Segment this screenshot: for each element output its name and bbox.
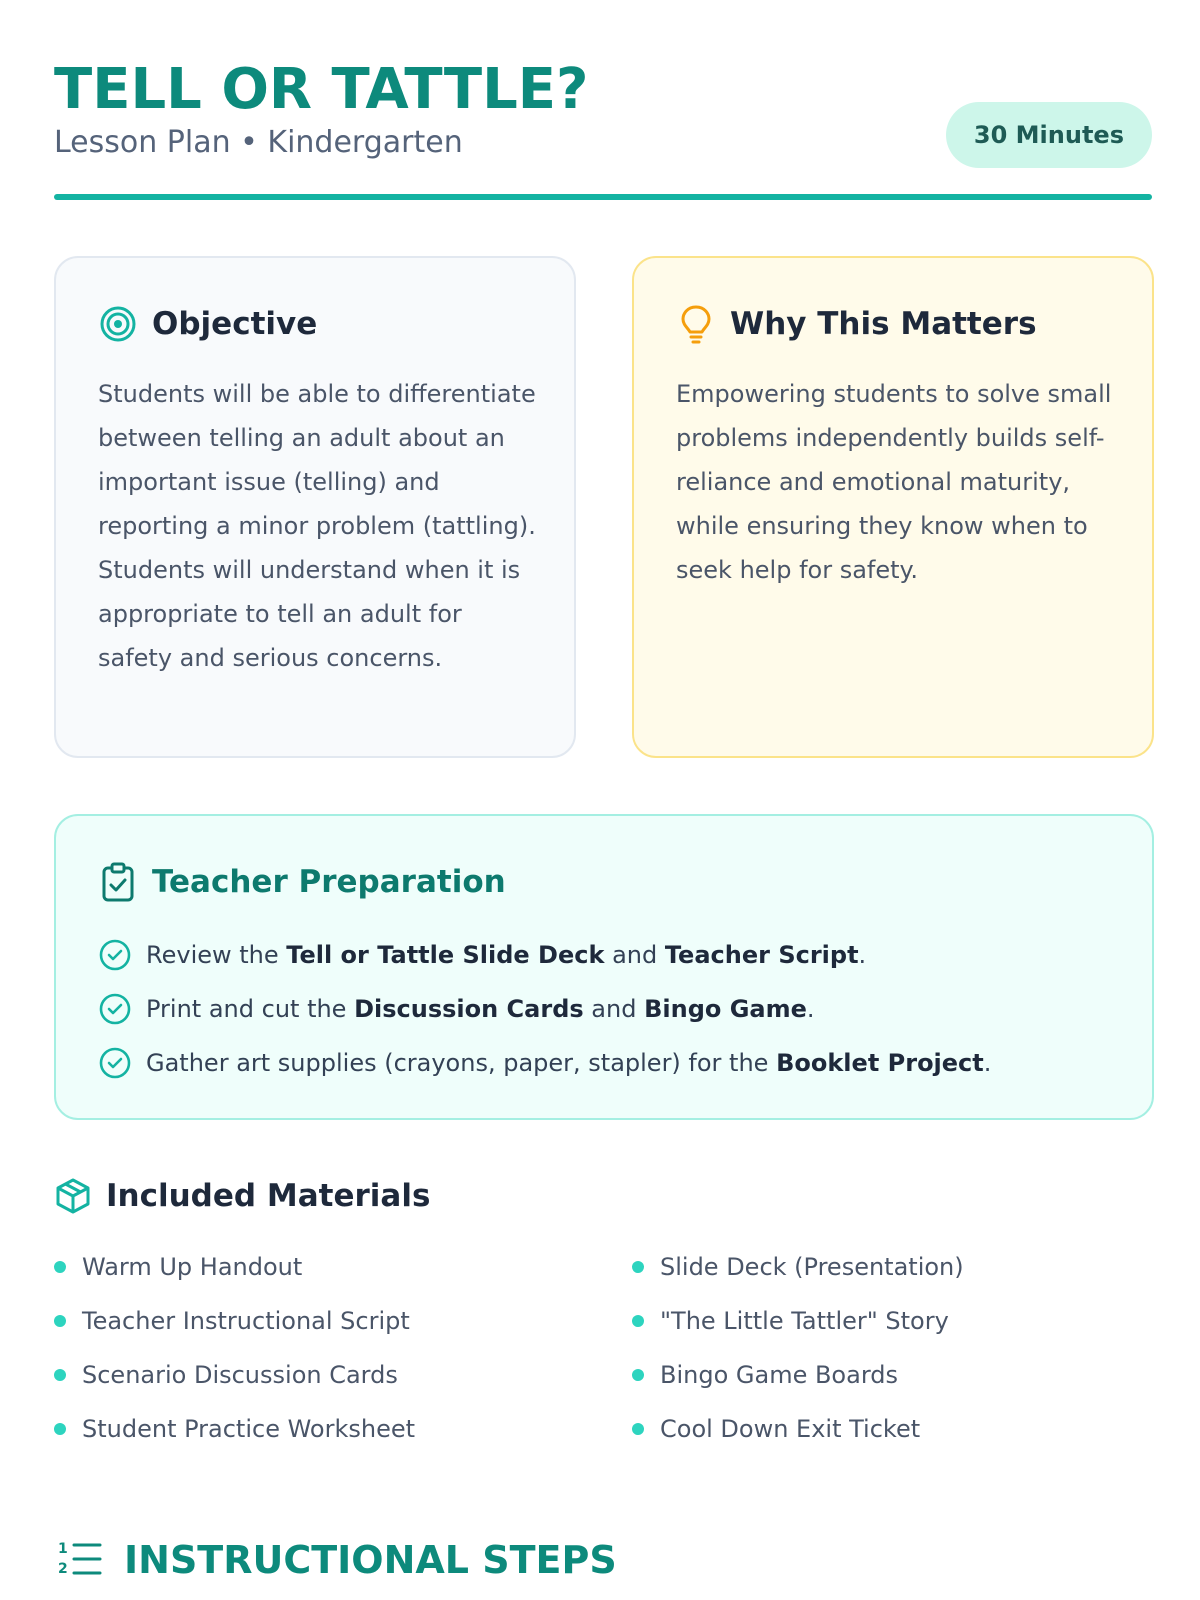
materials-title: Included Materials (106, 1178, 431, 1214)
why-card (632, 256, 1154, 758)
package-icon (54, 1177, 92, 1215)
materials-list-left (54, 1240, 574, 1456)
materials-list-right (632, 1240, 1152, 1456)
material-item: Bingo Game Boards (632, 1348, 1152, 1402)
steps-title: INSTRUCTIONAL STEPS (124, 1538, 617, 1582)
steps-header (56, 1536, 617, 1584)
prep-list (98, 928, 1116, 1090)
why-text: Empowering students to solve small problems independently builds self-reliance and emotional maturity, while ensuring they know when to seek help for safety. (676, 380, 1112, 584)
objective-header (98, 302, 317, 346)
bullet-dot (632, 1315, 644, 1327)
prep-item (98, 982, 1116, 1036)
check-circle-icon (98, 938, 132, 972)
prep-item-text: Review the Tell or Tattle Slide Deck and Teacher Script. (146, 941, 867, 969)
clipboard-check-icon (98, 862, 138, 902)
lesson-header (54, 58, 1152, 202)
target-icon (98, 304, 138, 344)
objective-card (54, 256, 576, 758)
bullet-dot (54, 1369, 66, 1381)
bullet-dot (54, 1261, 66, 1273)
prep-header (98, 860, 506, 904)
material-item: "The Little Tattler" Story (632, 1294, 1152, 1348)
material-item: Scenario Discussion Cards (54, 1348, 574, 1402)
check-circle-icon (98, 992, 132, 1026)
header-divider (54, 194, 1152, 200)
prep-item (98, 1036, 1116, 1090)
page-title: TELL OR TATTLE? (54, 57, 589, 122)
svg-text:2: 2 (58, 1561, 68, 1577)
prep-item-text: Print and cut the Discussion Cards and Bingo Game. (146, 995, 815, 1023)
materials-header (54, 1174, 430, 1218)
why-title: Why This Matters (730, 306, 1037, 342)
bullet-dot (632, 1423, 644, 1435)
material-item: Slide Deck (Presentation) (632, 1240, 1152, 1294)
material-item: Cool Down Exit Ticket (632, 1402, 1152, 1456)
prep-item-text: Gather art supplies (crayons, paper, stapler) for the Booklet Project. (146, 1049, 992, 1077)
svg-text:1: 1 (58, 1541, 68, 1557)
material-item: Teacher Instructional Script (54, 1294, 574, 1348)
numbered-list-icon (56, 1537, 102, 1583)
duration-badge: 30 Minutes (946, 102, 1152, 168)
why-header (676, 302, 1037, 346)
bullet-dot (632, 1369, 644, 1381)
prep-card (54, 814, 1154, 1120)
bullet-dot (54, 1315, 66, 1327)
material-item: Warm Up Handout (54, 1240, 574, 1294)
material-item: Student Practice Worksheet (54, 1402, 574, 1456)
bullet-dot (632, 1261, 644, 1273)
prep-item (98, 928, 1116, 982)
page-subtitle: Lesson Plan • Kindergarten (54, 125, 463, 160)
objective-title: Objective (152, 306, 318, 342)
objective-text: Students will be able to differentiate between telling an adult about an important issue (telling) and reporting a minor problem (tattling). Students will understand when it is appropriate to tell an adult for safety and serious concerns. (98, 380, 536, 672)
bullet-dot (54, 1423, 66, 1435)
lightbulb-icon (676, 304, 716, 344)
check-circle-icon (98, 1046, 132, 1080)
prep-title: Teacher Preparation (152, 864, 506, 900)
